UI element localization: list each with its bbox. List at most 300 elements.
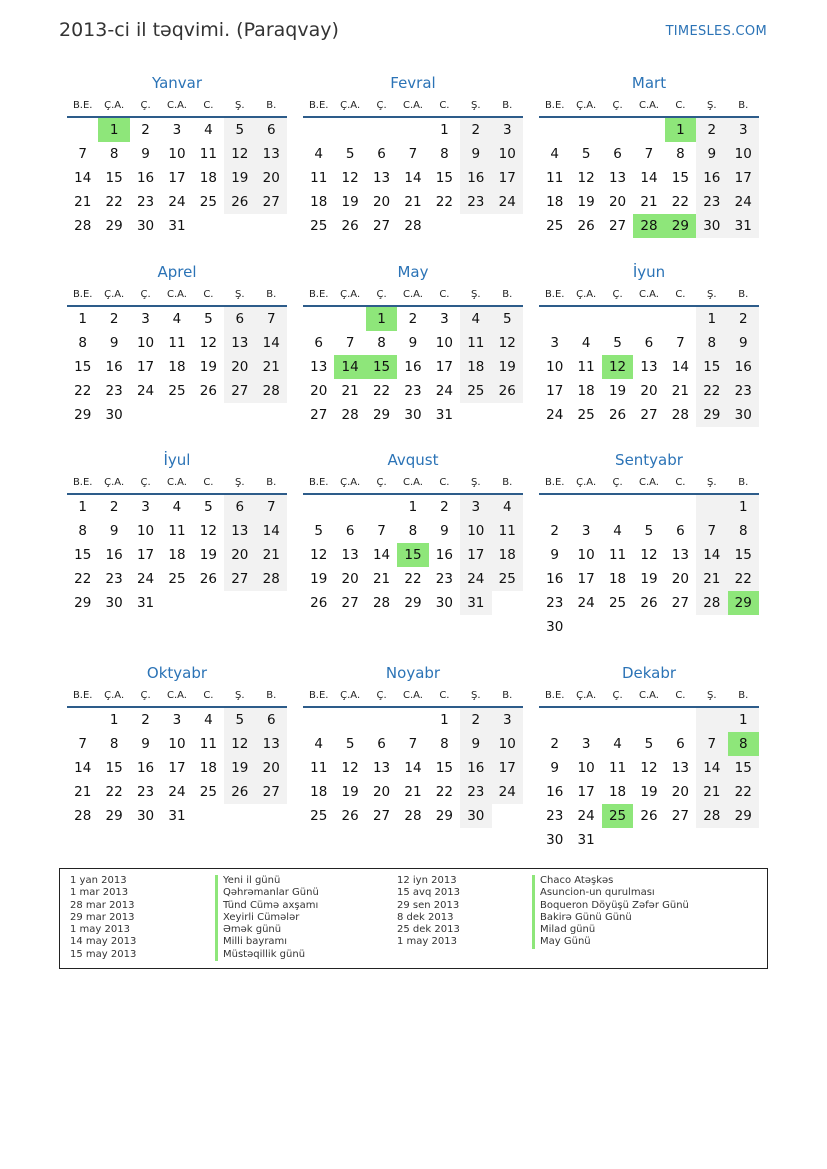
- day-cell: 20: [341, 571, 359, 587]
- day-cell: 19: [640, 571, 658, 587]
- day-cell: 18: [608, 784, 627, 800]
- weekday-header: Ç.A.: [340, 289, 361, 300]
- week-row: [539, 756, 759, 780]
- day-cell: 27: [256, 190, 287, 214]
- empty-day-cell: [366, 708, 397, 732]
- week-row: [539, 403, 759, 427]
- week-row: [303, 355, 523, 379]
- month-name: İyul: [163, 451, 191, 469]
- month-name: May: [397, 263, 429, 281]
- day-cell: 5: [644, 736, 654, 752]
- month-may: [303, 261, 523, 427]
- day-cell: 24: [492, 190, 523, 214]
- day-cell: 8: [440, 146, 449, 162]
- week-row: [67, 403, 287, 427]
- day-cell: 21: [341, 383, 359, 399]
- day-cell: 23: [546, 808, 564, 824]
- empty-day-cell: [334, 118, 365, 142]
- day-cell: 19: [224, 166, 255, 190]
- day-cell: 23: [728, 379, 759, 403]
- week-row: [303, 166, 523, 190]
- week-row: [67, 142, 287, 166]
- week-row: [539, 118, 759, 142]
- day-cell: 20: [256, 166, 287, 190]
- day-cell: 27: [372, 218, 391, 234]
- week-row: [539, 355, 759, 379]
- weekday-header: Ş.: [235, 690, 245, 701]
- week-row: [303, 567, 523, 591]
- empty-day-cell: [696, 828, 727, 852]
- week-row: [303, 403, 523, 427]
- month-name: Oktyabr: [146, 664, 208, 682]
- day-cell: 18: [199, 170, 217, 186]
- day-cell: 13: [640, 359, 658, 375]
- day-cell: 19: [640, 784, 658, 800]
- day-cell: 10: [577, 760, 595, 776]
- week-row: [539, 307, 759, 331]
- empty-day-cell: [602, 118, 633, 142]
- month-sentyabr: [539, 449, 759, 639]
- day-cell: 18: [199, 760, 217, 776]
- day-cell: 8: [440, 736, 449, 752]
- day-cell: 11: [310, 170, 328, 186]
- day-cell: 12: [640, 547, 658, 563]
- day-cell: 26: [640, 808, 658, 824]
- weekday-header: B.E.: [308, 477, 329, 488]
- week-row: [67, 379, 287, 403]
- day-cell: 20: [224, 355, 255, 379]
- empty-day-cell: [633, 307, 664, 331]
- weekday-header: B.E.: [72, 289, 93, 300]
- day-cell: 20: [310, 383, 328, 399]
- weekday-header-row: [539, 686, 759, 708]
- day-cell: 7: [256, 495, 287, 519]
- weekday-header: B.E.: [308, 690, 329, 701]
- day-cell: 17: [492, 756, 523, 780]
- empty-day-cell: [256, 214, 287, 238]
- day-cell: 13: [341, 547, 359, 563]
- day-cell: 13: [608, 170, 627, 186]
- week-row: [303, 543, 523, 567]
- week-row: [539, 708, 759, 732]
- empty-day-cell: [602, 828, 633, 852]
- week-row: [67, 567, 287, 591]
- day-cell: 26: [310, 595, 328, 611]
- day-cell: 22: [728, 780, 759, 804]
- day-cell: 26: [199, 383, 217, 399]
- empty-day-cell: [193, 804, 224, 828]
- day-cell: 15: [728, 756, 759, 780]
- day-cell: 27: [372, 808, 391, 824]
- day-cell: 10: [460, 519, 491, 543]
- weekday-header: Ş.: [235, 289, 245, 300]
- day-cell: 1: [78, 311, 87, 327]
- weekday-header: B.: [502, 289, 513, 300]
- day-cell: 2: [440, 499, 449, 515]
- empty-day-cell: [633, 615, 664, 639]
- day-cell: 27: [608, 218, 627, 234]
- week-row: [67, 543, 287, 567]
- day-cell: 23: [105, 383, 123, 399]
- weekday-header: Ç.: [140, 477, 151, 488]
- weekday-header: B.: [266, 289, 277, 300]
- day-cell: 23: [105, 571, 123, 587]
- empty-day-cell: [256, 591, 287, 615]
- weekday-header-row: [303, 473, 523, 495]
- day-cell: 18: [168, 547, 186, 563]
- day-cell: 4: [204, 122, 213, 138]
- weekday-header: C.A.: [166, 477, 187, 488]
- day-cell: 20: [608, 194, 627, 210]
- day-cell: 6: [676, 523, 685, 539]
- holiday-dates-right: [397, 875, 460, 949]
- month-name: İyun: [632, 263, 666, 281]
- weekday-header-row: [303, 285, 523, 307]
- day-cell: 29: [372, 407, 391, 423]
- day-cell: 5: [581, 146, 591, 162]
- day-cell: 23: [460, 190, 491, 214]
- empty-day-cell: [161, 591, 192, 615]
- holiday-date: 1 may 2013: [70, 924, 130, 936]
- empty-day-cell: [303, 307, 334, 331]
- day-cell: 8: [109, 146, 119, 162]
- day-cell: 19: [341, 194, 359, 210]
- day-cell: 11: [546, 170, 564, 186]
- weekday-header: C.: [203, 100, 214, 111]
- weekday-header: Ç.: [376, 100, 387, 111]
- week-row: [539, 142, 759, 166]
- holiday-date: 1 yan 2013: [70, 875, 127, 886]
- day-cell: 21: [404, 784, 422, 800]
- day-cell: 11: [460, 331, 491, 355]
- day-cell: 30: [105, 595, 123, 611]
- weekday-header: Ç.A.: [104, 690, 125, 701]
- day-cell: 23: [404, 383, 422, 399]
- day-cell: 28: [696, 804, 727, 828]
- site-name[interactable]: TIMESLES.COM: [665, 24, 767, 39]
- empty-day-cell: [67, 708, 98, 732]
- day-cell: 20: [224, 543, 255, 567]
- day-cell: 30: [136, 218, 155, 234]
- day-cell: 3: [440, 311, 449, 327]
- day-cell: 26: [577, 218, 595, 234]
- day-cell: 1: [366, 307, 397, 331]
- day-cell: 1: [109, 712, 119, 728]
- day-cell: 12: [341, 760, 359, 776]
- day-cell: 26: [492, 379, 523, 403]
- weekday-header: Ş.: [235, 100, 245, 111]
- day-cell: 16: [105, 359, 123, 375]
- weekday-header: C.A.: [166, 289, 187, 300]
- day-cell: 4: [172, 499, 182, 515]
- week-row: [303, 142, 523, 166]
- day-cell: 18: [460, 355, 491, 379]
- week-row: [303, 780, 523, 804]
- day-cell: 31: [168, 808, 186, 824]
- day-cell: 18: [168, 359, 186, 375]
- day-cell: 26: [608, 407, 627, 423]
- day-cell: 25: [199, 784, 217, 800]
- empty-day-cell: [366, 118, 397, 142]
- day-cell: 11: [199, 146, 217, 162]
- day-cell: 17: [136, 359, 155, 375]
- weekday-header: Ç.: [140, 100, 151, 111]
- holiday-names-right: [532, 875, 689, 949]
- day-cell: 16: [728, 355, 759, 379]
- holiday-date: 15 avq 2013: [397, 887, 460, 899]
- day-cell: 6: [224, 307, 255, 331]
- month-yanvar: [67, 72, 287, 238]
- weekday-header: Ş.: [707, 690, 717, 701]
- day-cell: 14: [372, 547, 391, 563]
- day-cell: 12: [224, 142, 255, 166]
- day-cell: 16: [546, 784, 564, 800]
- day-cell: 28: [256, 567, 287, 591]
- weekday-header: Ç.: [376, 690, 387, 701]
- weekday-header: Ş.: [235, 477, 245, 488]
- holiday-date: 29 mar 2013: [70, 911, 135, 923]
- empty-day-cell: [224, 214, 255, 238]
- week-row: [67, 756, 287, 780]
- day-cell: 1: [78, 499, 87, 515]
- day-cell: 1: [440, 712, 449, 728]
- empty-day-cell: [665, 708, 696, 732]
- day-cell: 13: [256, 142, 287, 166]
- day-cell: 12: [640, 760, 658, 776]
- day-cell: 11: [608, 760, 627, 776]
- day-cell: 9: [141, 146, 150, 162]
- empty-day-cell: [539, 307, 570, 331]
- weekday-header: B.: [266, 690, 277, 701]
- week-row: [539, 591, 759, 615]
- day-cell: 2: [141, 712, 150, 728]
- day-cell: 4: [314, 736, 323, 752]
- weekday-header: Ç.: [376, 477, 387, 488]
- weekday-header: Ş.: [471, 690, 481, 701]
- day-cell: 27: [671, 595, 689, 611]
- empty-day-cell: [665, 615, 696, 639]
- day-cell: 16: [136, 170, 155, 186]
- weekday-header: Ç.A.: [104, 100, 125, 111]
- day-cell: 10: [492, 142, 523, 166]
- day-cell: 28: [341, 407, 359, 423]
- day-cell: 31: [168, 218, 186, 234]
- empty-day-cell: [460, 403, 491, 427]
- empty-day-cell: [492, 591, 523, 615]
- day-cell: 9: [109, 523, 119, 539]
- day-cell: 31: [460, 591, 491, 615]
- day-cell: 25: [199, 194, 217, 210]
- weekday-header: B.E.: [544, 289, 565, 300]
- day-cell: 7: [696, 732, 727, 756]
- day-cell: 9: [728, 331, 759, 355]
- day-cell: 16: [404, 359, 422, 375]
- weekday-header: B.: [502, 100, 513, 111]
- day-cell: 26: [199, 571, 217, 587]
- empty-day-cell: [633, 118, 664, 142]
- day-cell: 1: [728, 495, 759, 519]
- day-cell: 10: [728, 142, 759, 166]
- month-i̇yul: [67, 449, 287, 615]
- day-cell: 1: [440, 122, 449, 138]
- week-row: [539, 166, 759, 190]
- holiday-date: 28 mar 2013: [70, 899, 135, 911]
- day-cell: 22: [404, 571, 422, 587]
- empty-day-cell: [570, 307, 601, 331]
- day-cell: 21: [404, 194, 422, 210]
- weekday-header: C.: [439, 690, 450, 701]
- weekday-header: Ş.: [707, 100, 717, 111]
- day-cell: 22: [105, 194, 123, 210]
- day-cell: 11: [492, 519, 523, 543]
- day-cell: 23: [435, 571, 453, 587]
- day-cell: 21: [696, 780, 727, 804]
- day-cell: 22: [105, 784, 123, 800]
- day-cell: 24: [460, 567, 491, 591]
- day-cell: 30: [546, 832, 564, 848]
- week-row: [303, 331, 523, 355]
- day-cell: 16: [696, 166, 727, 190]
- week-row: [303, 591, 523, 615]
- day-cell: 1: [728, 708, 759, 732]
- holiday-list: [59, 868, 768, 969]
- day-cell: 21: [696, 567, 727, 591]
- empty-day-cell: [539, 708, 570, 732]
- day-cell: 2: [550, 523, 559, 539]
- day-cell: 4: [204, 712, 213, 728]
- day-cell: 1: [665, 118, 696, 142]
- week-row: [67, 118, 287, 142]
- month-name: Aprel: [157, 263, 197, 281]
- day-cell: 5: [345, 146, 355, 162]
- day-cell: 19: [224, 756, 255, 780]
- empty-day-cell: [303, 118, 334, 142]
- day-cell: 6: [256, 118, 287, 142]
- empty-day-cell: [633, 495, 664, 519]
- day-cell: 29: [728, 591, 759, 615]
- weekday-header: B.E.: [544, 100, 565, 111]
- day-cell: 9: [141, 736, 150, 752]
- holiday-name: Asuncion-un qurulması: [532, 887, 689, 899]
- empty-day-cell: [602, 615, 633, 639]
- week-row: [539, 732, 759, 756]
- day-cell: 4: [492, 495, 523, 519]
- day-cell: 7: [696, 519, 727, 543]
- day-cell: 25: [492, 567, 523, 591]
- day-cell: 16: [136, 760, 155, 776]
- empty-day-cell: [602, 495, 633, 519]
- day-cell: 29: [74, 595, 92, 611]
- weekday-header-row: [67, 686, 287, 708]
- empty-day-cell: [602, 307, 633, 331]
- month-avqust: [303, 449, 523, 615]
- week-row: [303, 804, 523, 828]
- week-row: [303, 214, 523, 238]
- day-cell: 14: [696, 756, 727, 780]
- weekday-header: B.: [266, 477, 277, 488]
- weekday-header: B.: [738, 100, 749, 111]
- day-cell: 24: [577, 595, 595, 611]
- day-cell: 19: [199, 547, 217, 563]
- month-name: Fevral: [390, 74, 436, 92]
- holiday-name: Yeni il günü: [215, 875, 319, 887]
- holiday-date: 1 may 2013: [397, 936, 457, 948]
- day-cell: 29: [105, 218, 123, 234]
- day-cell: 28: [696, 591, 727, 615]
- holiday-name: Xeyirli Cümələr: [215, 912, 319, 924]
- empty-day-cell: [67, 118, 98, 142]
- weekday-header: B.: [502, 477, 513, 488]
- weekday-header-row: [303, 686, 523, 708]
- holiday-date: 8 dek 2013: [397, 911, 454, 923]
- month-name: Yanvar: [151, 74, 203, 92]
- day-cell: 27: [224, 567, 255, 591]
- day-cell: 20: [671, 571, 689, 587]
- day-cell: 3: [172, 712, 182, 728]
- day-cell: 24: [136, 383, 155, 399]
- empty-day-cell: [224, 804, 255, 828]
- empty-day-cell: [224, 591, 255, 615]
- day-cell: 27: [671, 808, 689, 824]
- day-cell: 24: [492, 780, 523, 804]
- week-row: [67, 591, 287, 615]
- day-cell: 14: [256, 519, 287, 543]
- week-row: [303, 307, 523, 331]
- day-cell: 11: [168, 523, 186, 539]
- day-cell: 25: [546, 218, 564, 234]
- day-cell: 9: [460, 142, 491, 166]
- day-cell: 15: [696, 355, 727, 379]
- weekday-header: C.: [203, 289, 214, 300]
- week-row: [67, 166, 287, 190]
- day-cell: 7: [78, 146, 87, 162]
- day-cell: 14: [404, 170, 422, 186]
- day-cell: 28: [404, 808, 422, 824]
- weekday-header: B.E.: [308, 289, 329, 300]
- day-cell: 30: [136, 808, 155, 824]
- weekday-header: B.: [266, 100, 277, 111]
- weekday-header: Ç.: [612, 289, 623, 300]
- day-cell: 6: [676, 736, 685, 752]
- day-cell: 26: [640, 595, 658, 611]
- week-row: [67, 495, 287, 519]
- month-noyabr: [303, 662, 523, 828]
- weekday-header: Ç.: [140, 289, 151, 300]
- empty-day-cell: [130, 403, 161, 427]
- day-cell: 23: [696, 190, 727, 214]
- week-row: [539, 214, 759, 238]
- day-cell: 31: [728, 214, 759, 238]
- day-cell: 7: [377, 523, 386, 539]
- weekday-header: Ş.: [471, 289, 481, 300]
- day-cell: 15: [435, 760, 453, 776]
- empty-day-cell: [696, 615, 727, 639]
- day-cell: 13: [671, 547, 689, 563]
- day-cell: 8: [676, 146, 685, 162]
- week-row: [539, 567, 759, 591]
- day-cell: 30: [105, 407, 123, 423]
- empty-day-cell: [256, 403, 287, 427]
- week-row: [67, 307, 287, 331]
- empty-day-cell: [570, 118, 601, 142]
- weekday-header: C.: [675, 100, 686, 111]
- week-row: [303, 756, 523, 780]
- day-cell: 19: [199, 359, 217, 375]
- day-cell: 20: [671, 784, 689, 800]
- day-cell: 30: [728, 403, 759, 427]
- empty-day-cell: [602, 708, 633, 732]
- day-cell: 21: [256, 543, 287, 567]
